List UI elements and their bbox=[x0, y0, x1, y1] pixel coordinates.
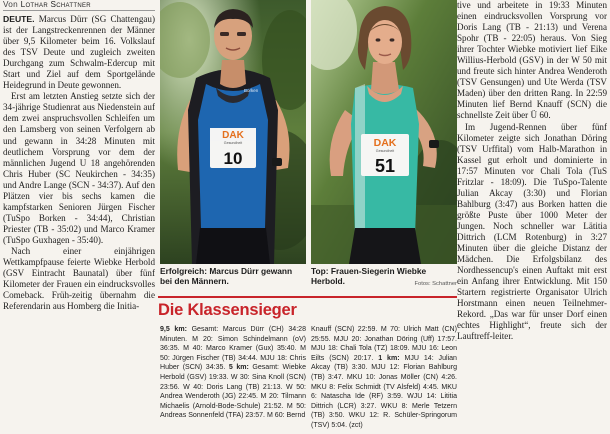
photo-caption-2 bbox=[311, 266, 457, 289]
results-column-b: Knauff (SCN) 22:59. M 70: Ulrich Matt (CN) 25:55. MJU 20: Jonathan Döring (Uff) 17:57. MJU 18: Chali Tola (TZ) 18:09. MJU 16: Leon Eilts (SCN) 20:17. 1 km: MJU 14: Julian Akcay (TB) 3:30. MJU 12: Florian Bahlburg (TB) 3:47. MKU 10: Jonas Möller (CN) 4:26. MKU 8: Felix Schmidt (TV Alsfeld) 4:45. MKU 6: Natascha Ide (RF) 3:59. WJU 14: Lititia Dittrich (LCR) 3:27. WKU 8: Merle Tetzern (TB) 3:50. WKU 12: R. Schüler-Springorum (TSV) 5:04. (zct) bbox=[311, 326, 457, 429]
article-body-1 bbox=[3, 14, 155, 312]
bib-number: 51 bbox=[374, 156, 396, 176]
photo-marcus-duerr bbox=[160, 0, 306, 264]
article-column-4 bbox=[457, 0, 607, 434]
results-heading: Die Klassensieger bbox=[158, 296, 457, 320]
svg-text:Borken: Borken bbox=[244, 88, 259, 93]
paragraph-3: Nach einer einjährigen Wettkampfpause feierte Wiebke Herbold (GSV Eintracht Baunatal) über fünf Kilometer der Frauen ein eindrucksvolles Comeback. Früh-zeitig übernahm die Referendarin aus Homberg die Initia- bbox=[3, 245, 155, 312]
dateline: DEUTE. bbox=[3, 14, 35, 24]
photo-caption-1: Erfolgreich: Marcus Dürr gewann bei den Männern. bbox=[160, 266, 293, 287]
runner-photo-female bbox=[311, 0, 457, 264]
photo-wiebke-herbold bbox=[311, 0, 457, 264]
article-body-4 bbox=[457, 0, 607, 342]
byline bbox=[3, 0, 155, 11]
bib-brand: DAK bbox=[373, 137, 397, 149]
photo-credit: Fotos: Schattner bbox=[414, 281, 457, 288]
bib-brand-sub: Gesundheit bbox=[375, 149, 395, 153]
bib-brand: DAK bbox=[222, 130, 244, 141]
bib-number: 10 bbox=[223, 149, 243, 168]
paragraph-1-text: Marcus Dürr (SG Chattengau) ist der Langstreckenrennen der Männer über 9,5 Kilometer beim 16. Volkslauf des TSV Deute und zugleich zweiten Durchgang zum Schwalm-Edercup mit Start und Ziel auf dem Sportgelände Heidegrund in Deute gewonnen. bbox=[3, 14, 155, 91]
byline-author: Lothar Schattner bbox=[20, 0, 91, 9]
paragraph-2: Erst am letzten Anstieg setzte sich der 34-jährige Studienrat aus Niedenstein auf dem zwei anspruchsvollen Schleifen um den Lamsberg von seinen Verfolgern ab und gewann in 34:28 Minuten mit deutlichem Vorsprung vor dem der männlichen Jugend U 18 angehörenden Chris Huber (SC Neukirchen - 34:35) und Andre Lange (SCN - 34:37). Auf den Plätzen vier bis sechs kamen die kampfstarken Senioren Jürgen Fischer (TuSpo Borken - 34:44), Christian Priester (TB - 35:02) und Marco Kramer (TuSpo Guxhagen - 35:40). bbox=[3, 91, 155, 245]
runner-photo-male bbox=[160, 0, 306, 264]
paragraph-5: Im Jugend-Rennen über fünf Kilometer zeigte sich Jonathan Döring (TSV Urffital) vom Halb-Marathon in Kassel gut erholt und dominierte in 17:57 Minuten vor Chali Tola (TuS Fritzlar - 18:09). Die TuSpo-Talente Julian Akcay (3:30) und Florian Bahlburg (3:47) aus Borken hatten die größte Puste über 1000 Meter der Jungen. Noch schneller war Lätitia Dittrich (LCM Rotenburg) in 3:27 Minuten über die gleiche Distanz der Mädchen. Die Erfolgsbilanz des Nordhessencup's einen Auftakt mit erst ein Anfang ihrer Entwicklung. Mit 150 Startern registrierte Organisator Ulrich Horstmann einen neuen Teilnehmer-Rekord. „Das war für unser Dorf einen echtes Highlight“, freute sich der Lauftreff-leiter. bbox=[457, 121, 607, 342]
byline-prefix: Von bbox=[3, 0, 19, 9]
paragraph-1 bbox=[3, 14, 155, 91]
article-column-1 bbox=[3, 0, 155, 434]
results-column-a: 9,5 km: Gesamt: Marcus Dürr (CH) 34:28 Minuten. M 20: Simon Schindelmann (oV) 36:35. M 40: Marco Kramer (Gux) 35:40. M 50: Jürgen Fischer (TB) 34:44. MJU 18: Chris Huber (SCN) 34:35. 5 km: Gesamt: Wiebke Herbold (GSV) 19:33. W 30: Sina Knoll (SCN) 23:56. W 40: Doris Lang (TB) 21:13. W 50: Andrea Wenderoth (JG) 22:45. M 20: Tilmann Michaelis (Arnold-Bode-Schule) 21:52. M 50: Andreas Sonnenfeld (TFA) 23:57. M 60: Bernd bbox=[160, 326, 306, 420]
bib-brand-sub: Gesundheit bbox=[223, 141, 243, 145]
photo-caption-2-text: Top: Frauen-Siegerin Wiebke Herbold. bbox=[311, 266, 427, 287]
paragraph-4: tive und arbeitete in 19:33 Minuten einen eindrucksvollen Vorsprung vor Doris Lang (TB - 21:13) und Verena Spohr (TB - 22:05) heraus. Von Sieg ihrer Tochter Wiebke motiviert lief Eike Willius-Herbold (GSV) in der W 50 mit und freute sich hinter Andrea Wenderoth (TSV Gensungen) und Ute Werda (TSV Maden) über den dritten Rang. In 22:59 Minuten lief Bernd Knauff (SCN) die schnellste Zeit über Ü 60. bbox=[457, 0, 607, 121]
